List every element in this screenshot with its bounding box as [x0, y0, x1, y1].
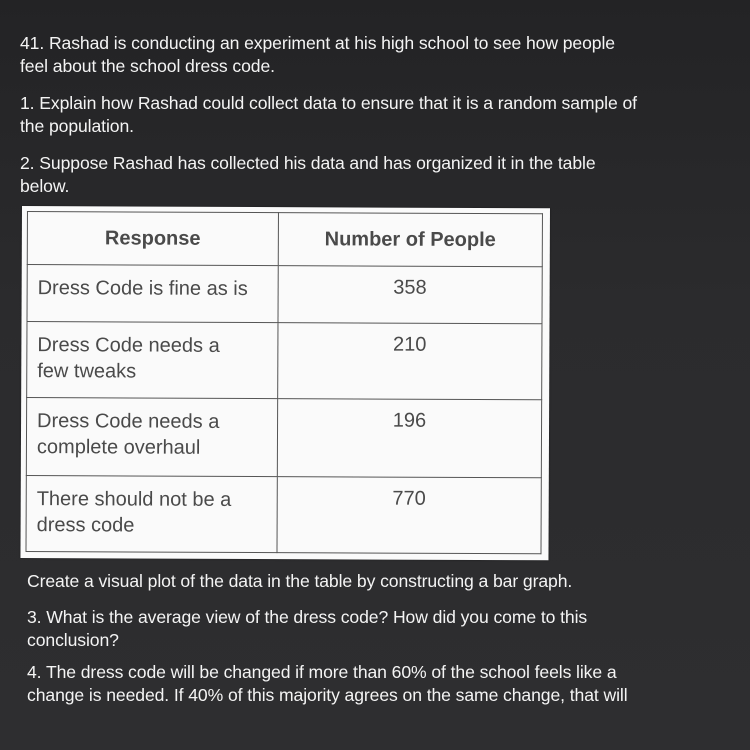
- response-cell: Dress Code needs a complete overhaul: [26, 397, 277, 476]
- table-row: [26, 397, 541, 477]
- question-3-text: 3. What is the average view of the dress code? How did you come to this conclusion?: [27, 607, 588, 650]
- table-card: [20, 206, 550, 560]
- count-cell: 210: [277, 322, 542, 399]
- question-2-text: 2. Suppose Rashad has collected his data and has organized it in the table below.: [20, 153, 596, 196]
- question-4-text: 4. The dress code will be changed if more than 60% of the school feels like a change is needed. If 40% of this majority agrees on the same change, that will: [27, 662, 628, 705]
- table-row: [27, 265, 542, 324]
- count-cell: 196: [277, 398, 542, 477]
- table-row: [26, 475, 541, 553]
- response-cell: There should not be a dress code: [26, 475, 277, 552]
- table-row: [27, 321, 542, 399]
- table-header-row: [27, 212, 542, 267]
- response-cell: Dress Code needs a few tweaks: [27, 321, 278, 398]
- count-cell: 358: [278, 266, 542, 324]
- response-cell: Dress Code is fine as is: [27, 265, 278, 323]
- count-cell: 770: [277, 477, 542, 554]
- header-response: Response: [27, 212, 278, 266]
- question-41-text: 41. Rashad is conducting an experiment at his high school to see how people feel about the school dress code.: [20, 33, 615, 76]
- question-1-text: 1. Explain how Rashad could collect data to ensure that it is a random sample of the population.: [20, 93, 637, 136]
- bar-graph-instruction: Create a visual plot of the data in the table by constructing a bar graph.: [27, 571, 573, 591]
- responses-table: [25, 211, 542, 554]
- header-number-of-people: Number of People: [278, 213, 542, 267]
